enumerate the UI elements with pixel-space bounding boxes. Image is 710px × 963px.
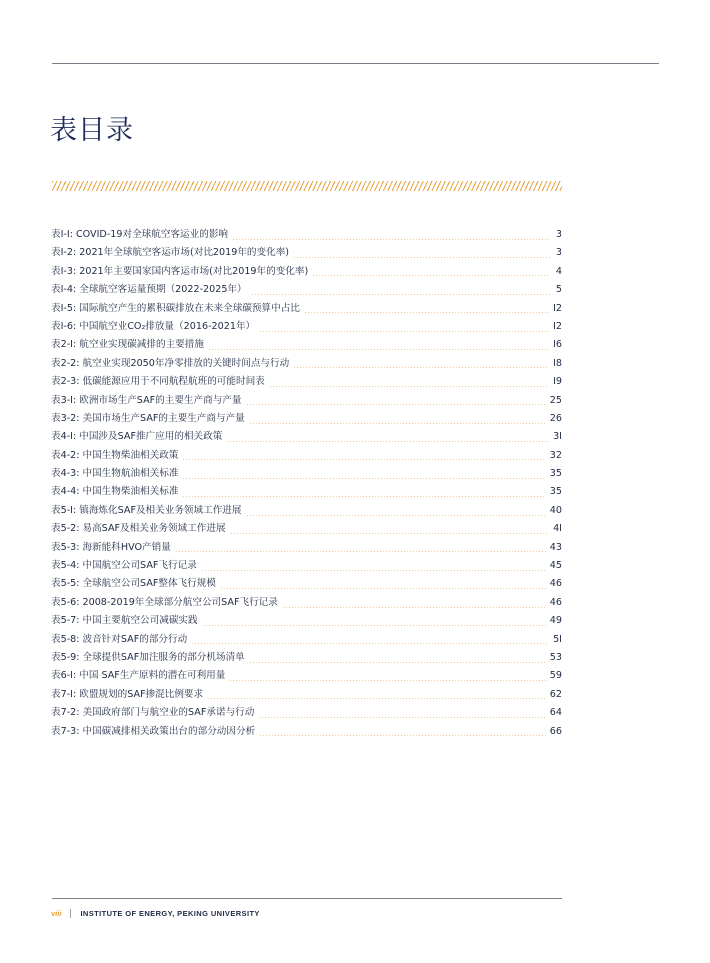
toc-entry-page: I2 [553,302,562,314]
toc-entry-title: 全球提供SAF加注服务的部分机场清单 [82,651,245,663]
toc-dot-leader [229,680,545,681]
toc-entry-page: I2 [553,320,562,332]
top-rule [52,63,659,64]
toc-entry[interactable] [51,483,562,501]
toc-entry-title: 航空业实现2050年净零排放的关键时间点与行动 [82,357,290,369]
toc-entry-title: 航空业实现碳减排的主要措施 [79,339,204,351]
toc-entry-title: 美国政府部门与航空业的SAF承诺与行动 [82,707,255,719]
toc-entry-title: 2008-2019年全球部分航空公司SAF飞行记录 [82,596,278,608]
toc-dot-leader [246,404,546,405]
toc-entry[interactable] [51,318,562,336]
toc-entry[interactable] [51,465,562,483]
toc-entry-page: 66 [549,725,562,737]
toc-dot-leader [249,662,546,663]
toc-entry[interactable] [51,520,562,538]
toc-entry-page: 53 [549,651,562,663]
toc-dot-leader [175,551,546,552]
table-of-tables [51,226,562,741]
toc-entry-label: 表5-2: [51,523,80,535]
toc-entry-title: 中国涉及SAF推广应用的相关政策 [79,431,223,443]
toc-entry-label: 表7-I: [51,688,77,700]
toc-dot-leader [251,294,550,295]
toc-entry-label: 表4-2: [51,449,80,461]
toc-entry-label: 表I-4: [51,284,77,296]
toc-entry-page: 5 [555,284,562,296]
toc-entry-title: 易高SAF及相关业务领域工作进展 [82,523,226,535]
page-footer [51,909,260,918]
toc-entry-page: 43 [549,541,562,553]
toc-entry-label: 表3-2: [51,412,80,424]
toc-dot-leader [249,423,546,424]
toc-entry-label: 表2-I: [51,339,77,351]
footer-separator [70,909,71,918]
toc-entry[interactable] [51,336,562,354]
bottom-rule [52,898,562,899]
toc-entry[interactable] [51,392,562,410]
toc-entry-title: 中国 SAF生产原料的潜在可利用量 [79,670,226,682]
toc-dot-leader [207,698,546,699]
toc-entry-title: COVID-19对全球航空客运业的影响 [75,229,229,240]
toc-dot-leader [312,275,550,276]
toc-dot-leader [208,349,549,350]
toc-entry-page: 5I [553,633,562,645]
toc-entry[interactable] [51,447,562,465]
toc-entry[interactable] [51,539,562,557]
toc-entry-title: 波音针对SAF的部分行动 [82,633,188,645]
toc-dot-leader [230,533,549,534]
toc-entry-page: 4I [553,523,562,535]
toc-entry-title: 国际航空产生的累积碳排放在未来全球碳预算中占比 [79,302,300,314]
footer-page-number: viii [51,909,62,918]
toc-entry-label: 表5-I: [51,504,77,516]
toc-entry[interactable] [51,373,562,391]
toc-entry-title: 欧洲市场生产SAF的主要生产商与产量 [79,394,242,406]
toc-entry-page: 32 [549,449,562,461]
toc-entry-title: 镇海炼化SAF及相关业务领域工作进展 [79,504,242,516]
toc-entry-label: 表5-5: [51,578,80,590]
toc-entry-label: 表I-3: [51,265,77,277]
page-title: 表目录 [50,115,134,146]
toc-dot-leader [220,588,546,589]
toc-entry-label: 表4-I: [51,431,77,443]
toc-entry[interactable] [51,410,562,428]
toc-entry[interactable] [51,244,562,262]
toc-dot-leader [258,717,545,718]
toc-entry-page: I6 [553,339,562,351]
toc-entry-page: 62 [549,688,562,700]
toc-entry-page: 64 [549,707,562,719]
toc-entry-label: 表I-2: [51,247,77,259]
toc-entry-page: 3 [555,247,562,259]
toc-entry-label: 表I-5: [51,302,77,314]
toc-dot-leader [304,312,549,313]
toc-entry[interactable] [51,300,562,318]
toc-entry-title: 全球航空客运量预期（2022-2025年） [79,284,247,296]
toc-entry-title: 中国主要航空公司减碳实践 [82,615,198,627]
toc-entry-title: 海新能科HVO产销量 [82,541,171,553]
toc-entry[interactable] [51,281,562,299]
toc-dot-leader [259,735,546,736]
toc-entry[interactable] [51,226,562,244]
toc-entry-label: 表3-I: [51,394,77,406]
toc-entry-label: 表4-3: [51,468,80,480]
toc-entry-title: 中国生物柴油相关政策 [82,449,179,461]
toc-dot-leader [282,607,546,608]
toc-entry[interactable] [51,612,562,630]
toc-entry-label: 表5-4: [51,560,80,572]
toc-entry-title: 美国市场生产SAF的主要生产商与产量 [82,412,245,424]
toc-dot-leader [246,515,546,516]
toc-entry[interactable] [51,631,562,649]
toc-entry-title: 2021年主要国家国内客运市场(对比2019年的变化率) [79,265,309,277]
toc-entry-title: 2021年全球航空客运市场(对比2019年的变化率) [79,247,290,259]
toc-entry-label: 表5-6: [51,596,80,608]
toc-dot-leader [201,570,546,571]
toc-entry-page: 3I [553,431,562,443]
toc-dot-leader [226,441,549,442]
toc-entry-title: 中国生物柴油相关标准 [82,486,179,498]
toc-entry[interactable] [51,594,562,612]
toc-entry-page: 35 [549,486,562,498]
toc-entry-label: 表6-I: [51,670,77,682]
toc-entry-page: I8 [553,357,562,369]
toc-entry-page: 35 [549,468,562,480]
toc-dot-leader [182,478,545,479]
toc-entry[interactable] [51,355,562,373]
toc-entry-label: 表7-3: [51,725,80,737]
toc-dot-leader [232,239,550,240]
toc-entry-title: 低碳能源应用于不同航程航班的可能时间表 [82,376,265,388]
toc-entry[interactable] [51,667,562,685]
toc-entry-label: 表4-4: [51,486,80,498]
toc-entry-page: 45 [549,560,562,572]
toc-entry-page: 49 [549,615,562,627]
toc-entry[interactable] [51,263,562,281]
toc-entry-page: 4 [555,265,562,277]
toc-entry-label: 表I-6: [51,320,77,332]
toc-entry[interactable] [51,557,562,575]
toc-dot-leader [293,257,550,258]
toc-entry[interactable] [51,502,562,520]
toc-entry-title: 中国碳减排相关政策出台的部分动因分析 [82,725,256,737]
toc-entry-title: 全球航空公司SAF整体飞行规模 [82,578,216,590]
toc-dot-leader [182,496,545,497]
toc-entry[interactable] [51,686,562,704]
toc-dot-leader [182,459,545,460]
footer-institution: INSTITUTE OF ENERGY, PEKING UNIVERSITY [80,909,260,918]
toc-entry-label: 表7-2: [51,707,80,719]
toc-entry[interactable] [51,723,562,741]
toc-entry-label: 表2-2: [51,357,80,369]
toc-entry-label: 表5-8: [51,633,80,645]
toc-entry-label: 表5-9: [51,651,80,663]
decorative-hatch-band [52,181,562,191]
toc-entry-title: 欧盟规划的SAF掺混比例要求 [79,688,204,700]
toc-entry-page: 46 [549,578,562,590]
toc-dot-leader [269,386,549,387]
toc-dot-leader [191,643,549,644]
toc-entry-label: 表I-I: [51,229,73,240]
toc-entry-label: 表5-3: [51,541,80,553]
toc-entry-page: 3 [555,229,562,240]
toc-entry[interactable] [51,575,562,593]
toc-dot-leader [293,367,549,368]
toc-dot-leader [259,331,549,332]
toc-dot-leader [202,625,546,626]
toc-entry-page: 46 [549,596,562,608]
toc-entry[interactable] [51,649,562,667]
toc-entry-page: 59 [549,670,562,682]
toc-entry-title: 中国航空业CO₂排放量（2016-2021年） [79,320,256,332]
toc-entry[interactable] [51,704,562,722]
toc-entry-title: 中国航空公司SAF飞行记录 [82,560,197,572]
toc-entry-label: 表2-3: [51,376,80,388]
toc-entry-label: 表5-7: [51,615,80,627]
toc-entry[interactable] [51,428,562,446]
toc-entry-page: 25 [549,394,562,406]
toc-entry-page: 40 [549,504,562,516]
toc-entry-title: 中国生物航油相关标准 [82,468,179,480]
toc-entry-page: I9 [553,376,562,388]
toc-entry-page: 26 [549,412,562,424]
